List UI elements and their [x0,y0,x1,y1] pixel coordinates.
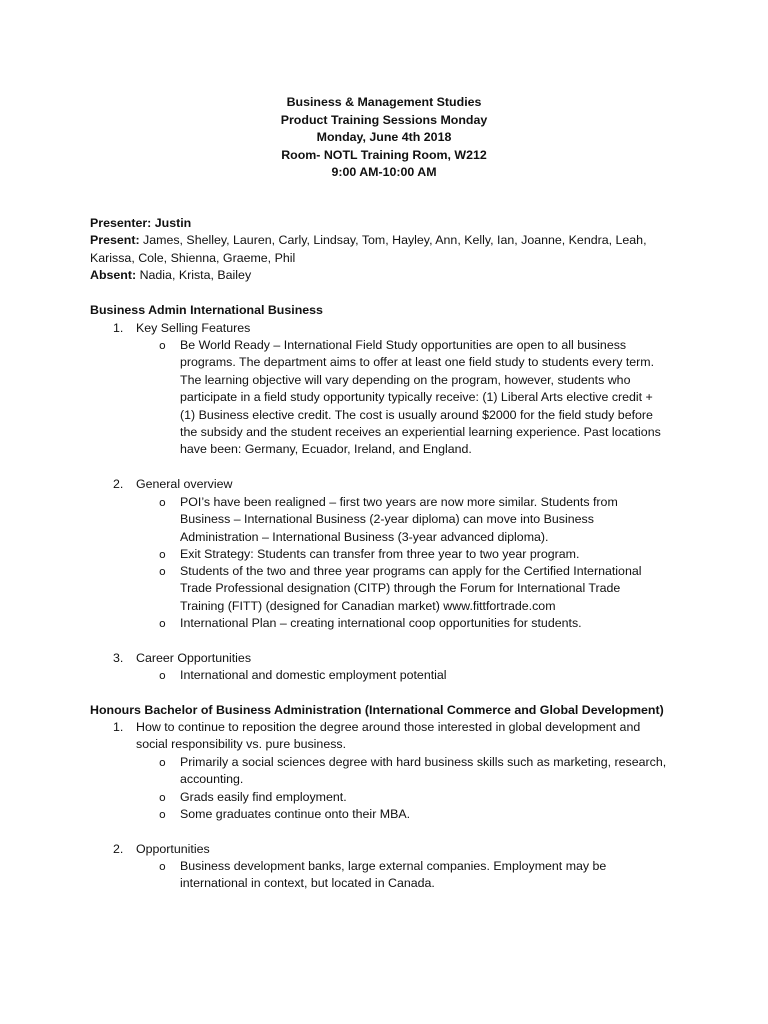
document-header [0,94,768,182]
header-subtitle: Product Training Sessions Monday [280,112,488,127]
present-line [90,232,690,249]
bullet-text [180,615,680,632]
bullet-line: POI’s have been realigned – first two years are now more similar. Students from [180,495,618,509]
bullet-circle-icon: o [159,617,166,630]
present-label: Present: [90,233,140,248]
bullet-circle-icon: o [159,339,166,352]
bullet-line: The learning objective will vary depending on the program, however, students who [180,372,631,387]
header-time: 9:00 AM-10:00 AM [331,165,437,180]
bullet-text [180,667,680,684]
bullet-line: Exit Strategy: Students can transfer from three year to two year program. [180,547,580,561]
bullet-circle-icon: o [159,669,166,682]
bullet-line: participate in a field study opportunity typically receive: (1) Liberal Arts elective credit + [180,390,653,405]
bullet-line: Business development banks, large external companies. Employment may be [180,859,607,873]
header-date: Monday, June 4th 2018 [316,130,452,145]
bullet-text [180,494,680,546]
list-number: 3. [113,651,124,665]
list-item-label: Key Selling Features [136,321,251,335]
bullet-line: Primarily a social sciences degree with hard business skills such as marketing, research, [180,755,667,769]
bullet-text [180,337,680,459]
bullet-circle-icon: o [159,548,166,561]
list-number: 1. [113,720,124,734]
list-number: 1. [113,321,124,335]
bullet-circle-icon: o [159,756,166,769]
presenter-value: Justin [154,216,192,230]
bullet-line: the subsidy and the student receives an experiential learning experience. Past locations [180,425,661,440]
attendance-block [90,215,690,285]
bullet-line: International and domestic employment potential [180,668,447,682]
presenter-label: Presenter: [90,216,152,230]
bullet-circle-icon: o [159,860,166,873]
bullet-line: programs. The department aims to offer at least one field study to students every term. [180,355,655,370]
label-line: How to continue to reposition the degree around those interested in global development and [136,720,641,734]
bullet-line: Business – International Business (2-year diploma) can move into Business [180,512,594,527]
bullet-line: Administration – International Business (3-year advanced diploma). [180,529,549,544]
section-title: Honours Bachelor of Business Administration (International Commerce and Global Development) [90,703,664,717]
bullet-line: Grads easily find employment. [180,790,347,804]
list-item-label [136,719,676,754]
present-names-2: Karissa, Cole, Shienna, Graeme, Phil [90,250,296,265]
bullet-line: Be World Ready – International Field Study opportunities are open to all business [180,338,627,352]
bullet-line: international in context, but located in Canada. [180,876,435,891]
absent-names: Nadia, Krista, Bailey [139,268,252,283]
bullet-circle-icon: o [159,496,166,509]
bullet-line: (1) Business elective credit. The cost is usually around $2000 for the field study before [180,407,653,422]
label-line: social responsibility vs. pure business. [136,737,347,752]
bullet-text [180,789,680,806]
list-item-label: Opportunities [136,842,210,856]
list-number: 2. [113,477,124,491]
list-item-label: General overview [136,477,233,491]
bullet-text [180,806,680,823]
bullet-line: Students of the two and three year programs can apply for the Certified International [180,564,642,578]
header-room: Room- NOTL Training Room, W212 [281,147,487,162]
bullet-circle-icon: o [159,791,166,804]
bullet-text [180,858,680,893]
bullet-line: Trade Professional designation (CITP) through the Forum for International Trade [180,581,621,596]
bullet-line: Some graduates continue onto their MBA. [180,807,411,821]
section-title: Business Admin International Business [90,303,323,317]
bullet-line: have been: Germany, Ecuador, Ireland, and England. [180,442,472,457]
absent-line [90,267,690,284]
bullet-text [180,546,680,563]
bullet-text [180,754,680,789]
bullet-circle-icon: o [159,565,166,578]
bullet-line: Training (FITT) (designed for Canadian market) www.fittfortrade.com [180,598,556,613]
bullet-line: International Plan – creating international coop opportunities for students. [180,616,582,630]
list-item-label: Career Opportunities [136,651,252,665]
bullet-circle-icon: o [159,808,166,821]
absent-label: Absent: [90,268,137,283]
bullet-line: accounting. [180,772,244,787]
bullet-text [180,563,680,615]
list-number: 2. [113,842,124,856]
header-title: Business & Management Studies [286,95,482,109]
presenter-line [90,215,690,232]
present-names-1: James, Shelley, Lauren, Carly, Lindsay, Tom, Hayley, Ann, Kelly, Ian, Joanne, Kendra, Leah, [143,233,647,248]
